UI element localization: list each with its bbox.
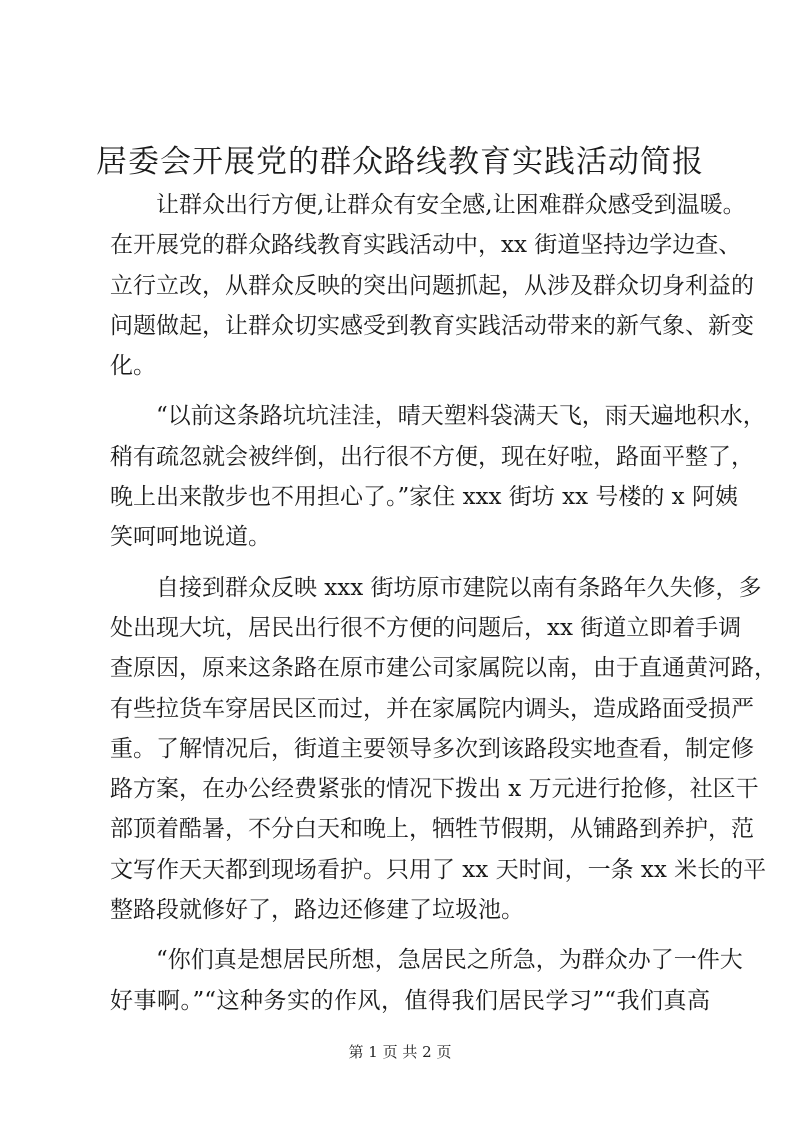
paragraph xyxy=(110,396,766,557)
text-line: 笑呵呵地说道。 xyxy=(110,524,271,551)
text-line: 查原因，原来这条路在原市建公司家属院以南，由于直通黄河路， xyxy=(110,655,777,682)
page-footer: 第 1 页 共 2 页 xyxy=(348,1043,452,1061)
text-line: 处出现大坑，居民出行很不方便的问题后，xx 街道立即着手调 xyxy=(110,614,742,641)
text-line: 稍有疏忽就会被绊倒，出行很不方便，现在好啦，路面平整了， xyxy=(110,443,754,470)
text-line: 立行立改，从群众反映的突出问题抓起，从涉及群众切身利益的 xyxy=(110,272,754,299)
text-line: 自接到群众反映 xxx 街坊原市建院以南有条路年久失修，多 xyxy=(156,574,762,601)
paragraph xyxy=(110,185,754,386)
text-line: 路方案，在办公经费紧张的情况下拨出 x 万元进行抢修，社区干 xyxy=(110,776,759,803)
document-body xyxy=(110,185,777,1021)
text-line: “以前这条路坑坑洼洼，晴天塑料袋满天飞，雨天遍地积水， xyxy=(156,403,766,430)
text-line: 有些拉货车穿居民区而过，并在家属院内调头，造成路面受损严 xyxy=(110,695,754,722)
text-line: 文写作天天都到现场看护。只用了 xx 天时间，一条 xx 米长的平 xyxy=(110,856,767,883)
text-line: 让群众出行方便,让群众有安全感,让困难群众感受到温暖。 xyxy=(156,192,746,218)
document-title: 居委会开展党的群众路线教育实践活动简报 xyxy=(96,144,704,180)
paragraph xyxy=(110,940,743,1021)
text-line: 部顶着酷暑，不分白天和晚上，牺牲节假期，从铺路到养护，范 xyxy=(110,816,754,843)
text-line: 重。了解情况后，街道主要领导多次到该路段实地查看，制定修 xyxy=(110,735,754,762)
text-line: 化。 xyxy=(110,353,156,380)
text-line: 在开展党的群众路线教育实践活动中，xx 街道坚持边学边查、 xyxy=(110,232,742,259)
text-line: 好事啊。”“这种务实的作风，值得我们居民学习”“我们真高 xyxy=(110,987,710,1014)
paragraph xyxy=(110,568,777,931)
text-line: 晚上出来散步也不用担心了。”家住 xxx 街坊 xx 号楼的 x 阿姨 xyxy=(110,484,738,511)
text-line: 问题做起，让群众切实感受到教育实践活动带来的新气象、新变 xyxy=(110,312,754,339)
text-line: 整路段就修好了，路边还修建了垃圾池。 xyxy=(110,897,524,924)
text-line: “你们真是想居民所想，急居民之所急，为群众办了一件大 xyxy=(156,947,743,974)
